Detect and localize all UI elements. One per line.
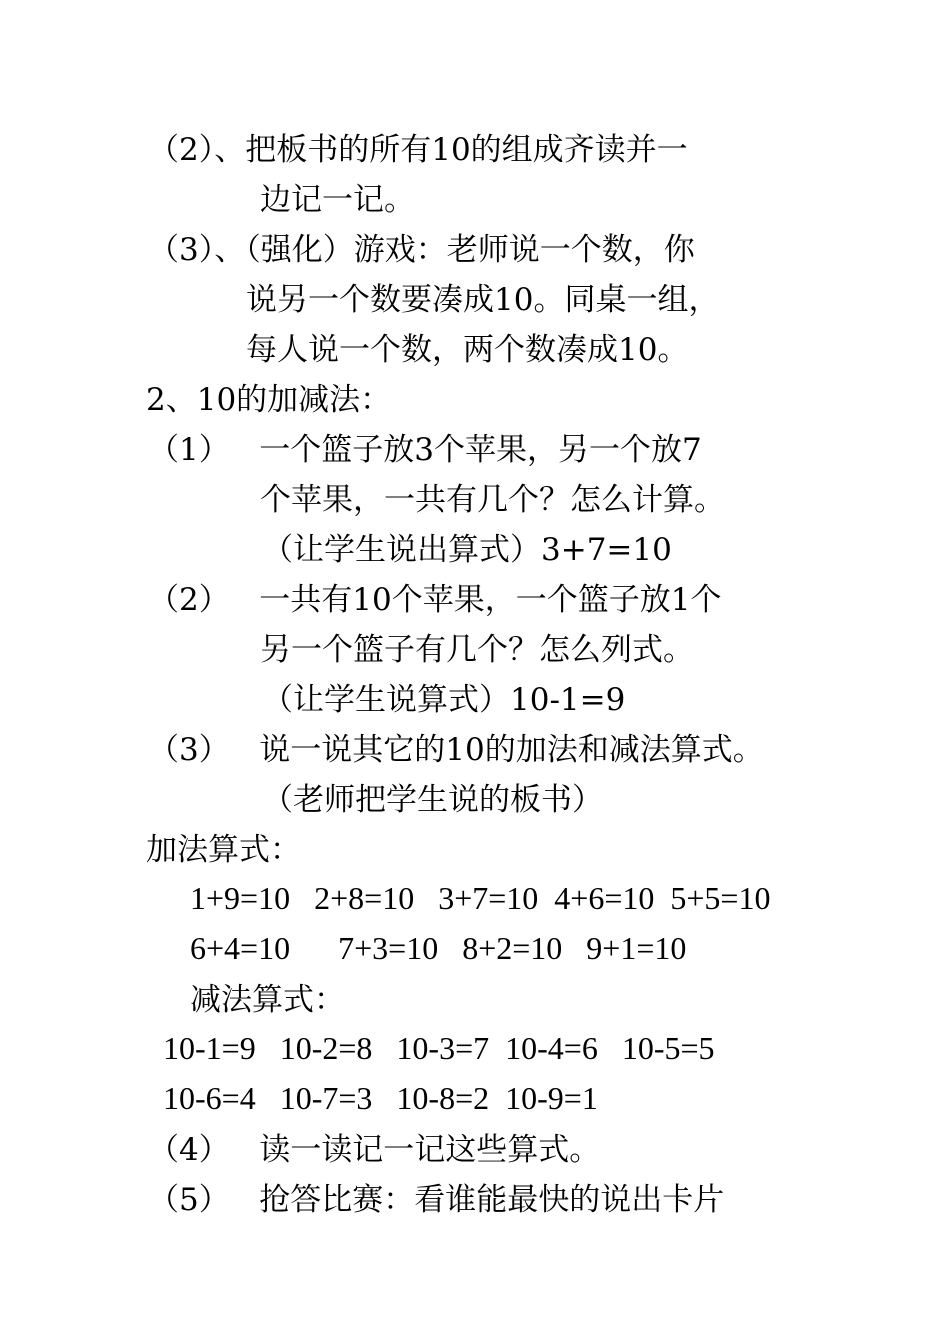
equation-row: 6+4=10 7+3=10 8+2=10 9+1=10 — [190, 930, 687, 966]
text-line: 说另一个数要凑成10。同桌一组， — [246, 282, 720, 318]
equation-row: 10-1=9 10-2=8 10-3=7 10-4=6 10-5=5 — [163, 1030, 715, 1066]
text-line: （2）、把板书的所有10的组成齐读并一 — [148, 132, 688, 168]
text-line: （1） 一个篮子放3个苹果，另一个放7 — [148, 432, 702, 468]
text-line: （让学生说出算式）3+7=10 — [262, 532, 672, 568]
text-line: 边记一记。 — [260, 182, 415, 218]
text-line: （4） 读一读记一记这些算式。 — [148, 1132, 601, 1168]
text-line: （2） 一共有10个苹果，一个篮子放1个 — [148, 582, 722, 618]
text-line: （3）、（强化）游戏：老师说一个数，你 — [148, 232, 695, 268]
text-line: 个苹果，一共有几个？怎么计算。 — [260, 482, 725, 518]
text-line: （让学生说算式）10-1=9 — [262, 682, 626, 718]
text-line: （3） 说一说其它的10的加法和减法算式。 — [148, 732, 764, 768]
text-line: （5） 抢答比赛：看谁能最快的说出卡片 — [148, 1182, 725, 1218]
equation-row: 1+9=10 2+8=10 3+7=10 4+6=10 5+5=10 — [190, 880, 771, 916]
subsection-heading: 减法算式： — [190, 982, 345, 1018]
text-line: （老师把学生说的板书） — [262, 782, 603, 818]
text-line: 每人说一个数，两个数凑成10。 — [246, 332, 689, 368]
text-line: 另一个篮子有几个？怎么列式。 — [260, 632, 694, 668]
subsection-heading: 加法算式： — [146, 832, 301, 868]
equation-row: 10-6=4 10-7=3 10-8=2 10-9=1 — [163, 1080, 598, 1116]
section-heading: 2、10的加减法： — [146, 382, 392, 418]
